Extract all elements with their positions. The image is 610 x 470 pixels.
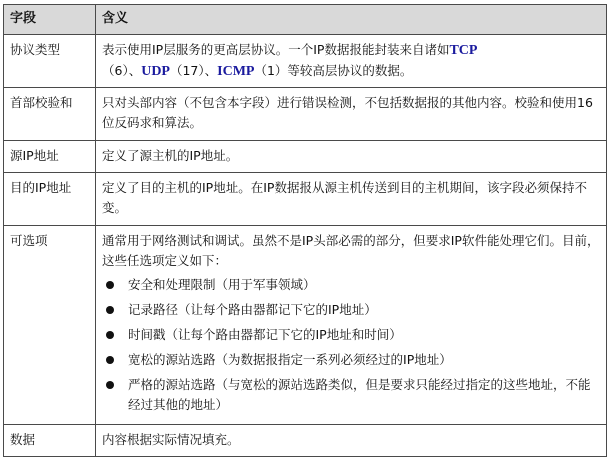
- meaning-text: 表示使用IP层服务的更高层协议。一个IP数据报能封装来自诸如: [102, 42, 450, 57]
- table-row: [4, 173, 607, 226]
- meaning-cell: 只对头部内容（不包含本字段）进行错误检测，不包括数据报的其他内容。校验和使用16位反码求和算法。: [96, 88, 607, 141]
- options-intro: 通常用于网络测试和调试。虽然不是IP头部必需的部分，但要求IP软件能处理它们。目前，这些任选项定义如下：: [102, 233, 600, 268]
- field-cell: 可选项: [4, 226, 96, 425]
- meaning-cell: [96, 226, 607, 425]
- table-row: [4, 141, 607, 173]
- field-cell: 首部校验和: [4, 88, 96, 141]
- meaning-text: （6）、: [102, 63, 142, 78]
- table-row: [4, 88, 607, 141]
- meaning-text: （17）、: [169, 63, 218, 78]
- list-item: 安全和处理限制（用于军事领域）: [102, 275, 600, 295]
- options-list: [102, 275, 600, 415]
- bullet-icon: [106, 281, 114, 289]
- list-item: 时间戳（让每个路由器都记下它的IP地址和时间）: [102, 325, 600, 345]
- bullet-icon: [106, 356, 114, 364]
- list-item: 严格的源站选路（与宽松的源站选路类似，但是要求只能经过指定的这些地址，不能经过其他的地址）: [102, 375, 600, 415]
- field-cell: 数据: [4, 425, 96, 457]
- field-cell: 源IP地址: [4, 141, 96, 173]
- tcp-term: TCP: [449, 43, 478, 58]
- meaning-cell: [96, 35, 607, 88]
- meaning-cell: 定义了源主机的IP地址。: [96, 141, 607, 173]
- list-item: 记录路径（让每个路由器都记下它的IP地址）: [102, 300, 600, 320]
- meaning-column-header: 含义: [96, 5, 607, 35]
- udp-term: UDP: [141, 64, 170, 79]
- icmp-term: ICMP: [217, 64, 255, 79]
- list-item: 宽松的源站选路（为数据报指定一系列必须经过的IP地址）: [102, 350, 600, 370]
- bullet-icon: [106, 306, 114, 314]
- bullet-icon: [106, 381, 114, 389]
- field-column-header: 字段: [4, 5, 96, 35]
- table-row: [4, 226, 607, 425]
- table-row: [4, 35, 607, 88]
- bullet-icon: [106, 331, 114, 339]
- meaning-cell: 内容根据实际情况填充。: [96, 425, 607, 457]
- meaning-text: （1）等较高层协议的数据。: [254, 63, 413, 78]
- field-cell: 协议类型: [4, 35, 96, 88]
- table-row: [4, 425, 607, 457]
- table-header-row: [4, 5, 607, 35]
- field-cell: 目的IP地址: [4, 173, 96, 226]
- ip-header-fields-table: [3, 4, 607, 457]
- meaning-cell: 定义了目的主机的IP地址。在IP数据报从源主机传送到目的主机期间，该字段必须保持不变。: [96, 173, 607, 226]
